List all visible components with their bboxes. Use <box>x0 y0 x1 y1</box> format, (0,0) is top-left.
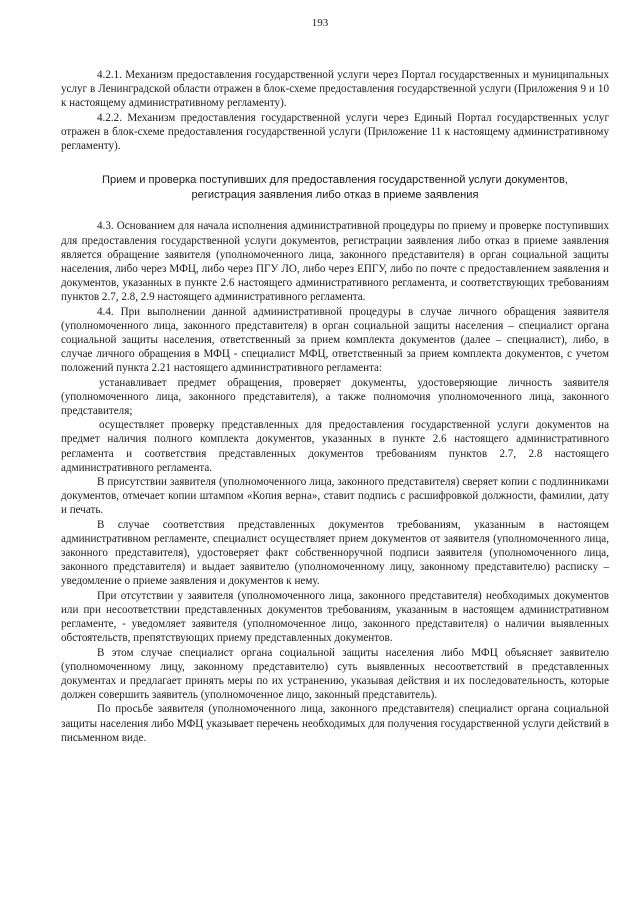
paragraph-establishes: устанавливает предмет обращения, проверяет документы, удостоверяющие личность заявителя (уполномоченного лица, законного представителя), а также полномочия уполномоченного лица, законного представителя; <box>61 376 609 418</box>
section-heading: Прием и проверка поступивших для предоставления государственной услуги документов, регистрация заявления либо отказ в приеме заявления <box>102 174 568 201</box>
paragraph-request: По просьбе заявителя (уполномоченного лица, законного представителя) специалист органа социальной защиты населения либо МФЦ указывает перечень необходимых для получения государственной услуги действий в письменном виде. <box>61 703 609 744</box>
document-body <box>61 68 609 745</box>
page-number: 193 <box>311 17 329 29</box>
paragraph-verifies: осуществляет проверку представленных для предоставления государственной услуги документов на предмет наличия полного комплекта документов, указанных в пункте 2.6 настоящего административного регламента и соответствия представленных документов требованиям пунктов 2.7, 2.8 настоящего административного регламента. <box>61 419 609 474</box>
paragraph-4-2-1: 4.2.1. Механизм предоставления государственной услуги через Портал государственных и муниципальных услуг в Ленинградской области отражен в блок-схеме предоставления государственной услуги (Приложения 9 и 10 к настоящему административному регламенту). <box>61 69 609 110</box>
paragraph-4-2-2: 4.2.2. Механизм предоставления государственной услуги через Единый Портал государственных услуг отражен в блок-схеме предоставления государственной услуги (Приложение 11 к настоящему административному регламенту). <box>61 111 609 153</box>
paragraph-4-3: 4.3. Основанием для начала исполнения административной процедуры по приему и проверке поступивших для предоставления государственной услуги документов, регистрации заявления либо отказ в приеме заявления является обращение заявителя (уполномоченного лица, законного представителя) в орган социальной защиты населения, либо через МФЦ, либо через ПГУ ЛО, либо через ЕПГУ, либо по почте с предоставлением заявления и документов, указанных в пункте 2.6 настоящего административного регламента, и соответствующих требованиям пунктов 2.7, 2.8, 2.9 настоящего административного регламента. <box>61 220 609 304</box>
paragraph-4-4: 4.4. При выполнении данной административной процедуры в случае личного обращения заявителя (уполномоченного лица, законного представителя) в орган социальной защиты населения – специалист органа социальной защиты населения, ответственный за прием комплекта документов (далее – специалист), либо, в случае личного обращения в МФЦ - специалист МФЦ, ответственный за прием комплекта документов, с учетом положений пункта 2.21 настоящего административного регламента: <box>61 305 609 375</box>
paragraph-explains: В этом случае специалист органа социальной защиты населения либо МФЦ объясняет заявителю (уполномоченному лицу, законному представителю) суть выявленных несоответствий в представленных документах и предлагает принять меры по их устранению, указывая действия и их последовательность, которые должен совершить заявитель (уполномоченное лицо, законный представитель). <box>61 646 609 702</box>
paragraph-compliance: В случае соответствия представленных документов требованиям, указанным в настоящем административном регламенте, специалист осуществляет прием документов от заявителя (уполномоченного лица, законного представителя), удостоверяет факт собственноручной подписи заявителя (уполномоченного лица, законного представителя) и выдает заявителю (уполномоченному лицу, законному представителю) расписку – уведомление о приеме заявления и документов к нему. <box>61 518 609 588</box>
paragraph-copies: В присутствии заявителя (уполномоченного лица, законного представителя) сверяет копии с подлинниками документов, отмечает копии штампом «Копия верна», ставит подпись с расшифровкой должности, фамилии, дату и печать. <box>61 476 609 517</box>
paragraph-absence: При отсутствии у заявителя (уполномоченного лица, законного представителя) необходимых документов или при несоответствии представленных документов требованиям, указанным в настоящем административном регламенте, - уведомляет заявителя (уполномоченное лицо, законного представителя) о наличии выявленных обстоятельств, препятствующих приему представленных документов. <box>61 589 609 645</box>
